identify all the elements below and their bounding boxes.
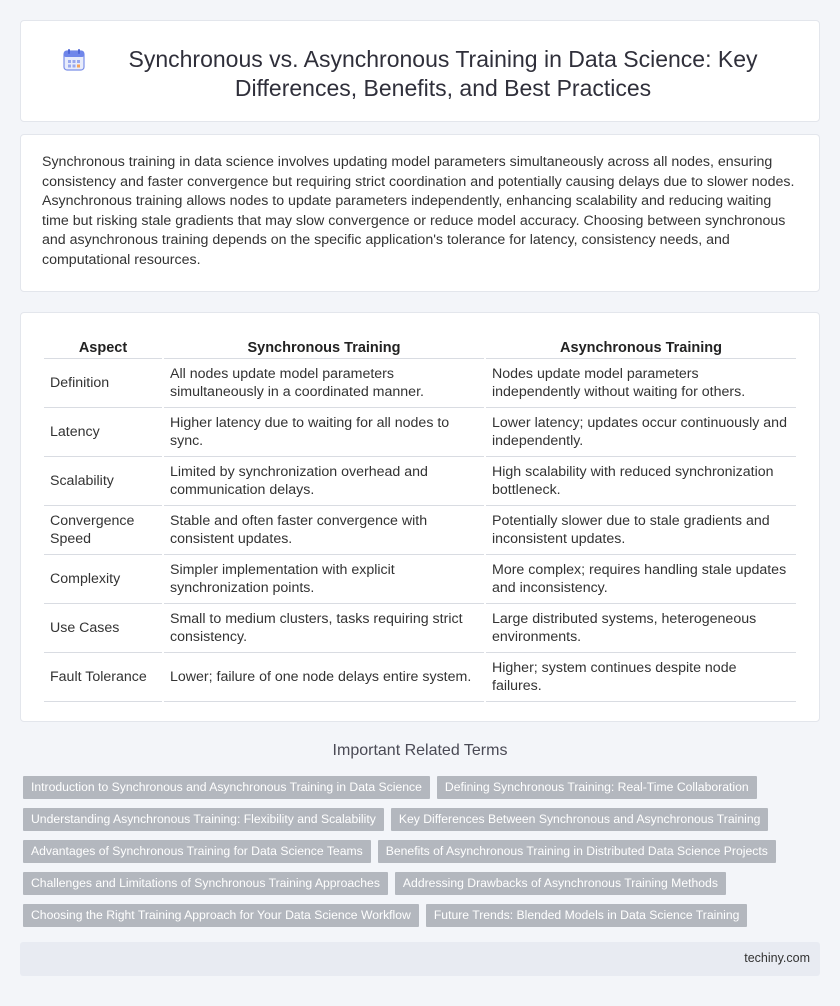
related-term-link[interactable]: Benefits of Asynchronous Training in Distributed Data Science Projects	[378, 840, 776, 863]
table-cell-aspect: Scalability	[44, 457, 162, 506]
table-cell-asynchronous: High scalability with reduced synchronization bottleneck.	[486, 457, 796, 506]
tag-row	[23, 840, 823, 863]
header-card	[20, 20, 820, 122]
related-term-link[interactable]: Defining Synchronous Training: Real-Time Collaboration	[437, 776, 757, 799]
table-cell-aspect: Latency	[44, 408, 162, 457]
table-cell-synchronous: Small to medium clusters, tasks requiring strict consistency.	[164, 604, 484, 653]
table-cell-aspect: Fault Tolerance	[44, 653, 162, 702]
related-term-link[interactable]: Key Differences Between Synchronous and Asynchronous Training	[391, 808, 769, 831]
tag-row	[23, 808, 823, 831]
table-cell-asynchronous: Large distributed systems, heterogeneous environments.	[486, 604, 796, 653]
table-cell-asynchronous: Higher; system continues despite node failures.	[486, 653, 796, 702]
table-cell-aspect: Complexity	[44, 555, 162, 604]
column-header-aspect: Aspect	[44, 332, 162, 359]
table-cell-aspect: Convergence Speed	[44, 506, 162, 555]
table-row	[44, 359, 796, 408]
table-cell-aspect: Definition	[44, 359, 162, 408]
footer	[20, 942, 820, 976]
related-term-link[interactable]: Challenges and Limitations of Synchronous Training Approaches	[23, 872, 388, 895]
footer-site-name: techiny.com	[744, 951, 810, 965]
related-term-link[interactable]: Advantages of Synchronous Training for Data Science Teams	[23, 840, 371, 863]
table-cell-synchronous: Lower; failure of one node delays entire system.	[164, 653, 484, 702]
related-term-link[interactable]: Future Trends: Blended Models in Data Science Training	[426, 904, 748, 927]
table-cell-synchronous: Stable and often faster convergence with consistent updates.	[164, 506, 484, 555]
comparison-card	[20, 312, 820, 722]
table-row	[44, 408, 796, 457]
related-term-link[interactable]: Addressing Drawbacks of Asynchronous Training Methods	[395, 872, 726, 895]
table-header-row	[44, 332, 796, 359]
related-term-link[interactable]: Introduction to Synchronous and Asynchronous Training in Data Science	[23, 776, 430, 799]
column-header-synchronous: Synchronous Training	[164, 332, 484, 359]
comparison-table	[42, 332, 798, 702]
table-cell-asynchronous: More complex; requires handling stale updates and inconsistency.	[486, 555, 796, 604]
table-cell-synchronous: Higher latency due to waiting for all nodes to sync.	[164, 408, 484, 457]
intro-card	[20, 134, 820, 292]
tag-row	[23, 872, 823, 895]
table-cell-asynchronous: Potentially slower due to stale gradients and inconsistent updates.	[486, 506, 796, 555]
table-cell-asynchronous: Nodes update model parameters independently without waiting for others.	[486, 359, 796, 408]
related-terms-title: Important Related Terms	[332, 742, 508, 759]
table-row	[44, 457, 796, 506]
table-cell-synchronous: Simpler implementation with explicit synchronization points.	[164, 555, 484, 604]
table-cell-aspect: Use Cases	[44, 604, 162, 653]
table-row	[44, 555, 796, 604]
table-cell-asynchronous: Lower latency; updates occur continuously and independently.	[486, 408, 796, 457]
tag-row	[23, 904, 823, 927]
table-cell-synchronous: All nodes update model parameters simultaneously in a coordinated manner.	[164, 359, 484, 408]
tag-row	[23, 776, 823, 799]
column-header-asynchronous: Asynchronous Training	[486, 332, 796, 359]
intro-paragraph: Synchronous training in data science involves updating model parameters simultaneously across all nodes, ensuring consistency and faster convergence but requiring strict coordination and potentially causing delays due to slower nodes. Asynchronous training allows nodes to update parameters independently, enhancing scalability and reducing waiting time but risking stale gradients that may slow convergence or reduce model accuracy. Choosing between synchronous and asynchronous training depends on the specific application's tolerance for latency, consistency needs, and computational resources.	[42, 154, 795, 268]
table-row	[44, 653, 796, 702]
table-row	[44, 604, 796, 653]
calendar-icon	[61, 47, 87, 73]
page-title: Synchronous vs. Asynchronous Training in Data Science: Key Differences, Benefits, and Best Practices	[128, 46, 758, 101]
table-cell-synchronous: Limited by synchronization overhead and communication delays.	[164, 457, 484, 506]
related-term-link[interactable]: Understanding Asynchronous Training: Flexibility and Scalability	[23, 808, 384, 831]
related-terms-list	[23, 776, 823, 936]
related-term-link[interactable]: Choosing the Right Training Approach for Your Data Science Workflow	[23, 904, 419, 927]
table-row	[44, 506, 796, 555]
